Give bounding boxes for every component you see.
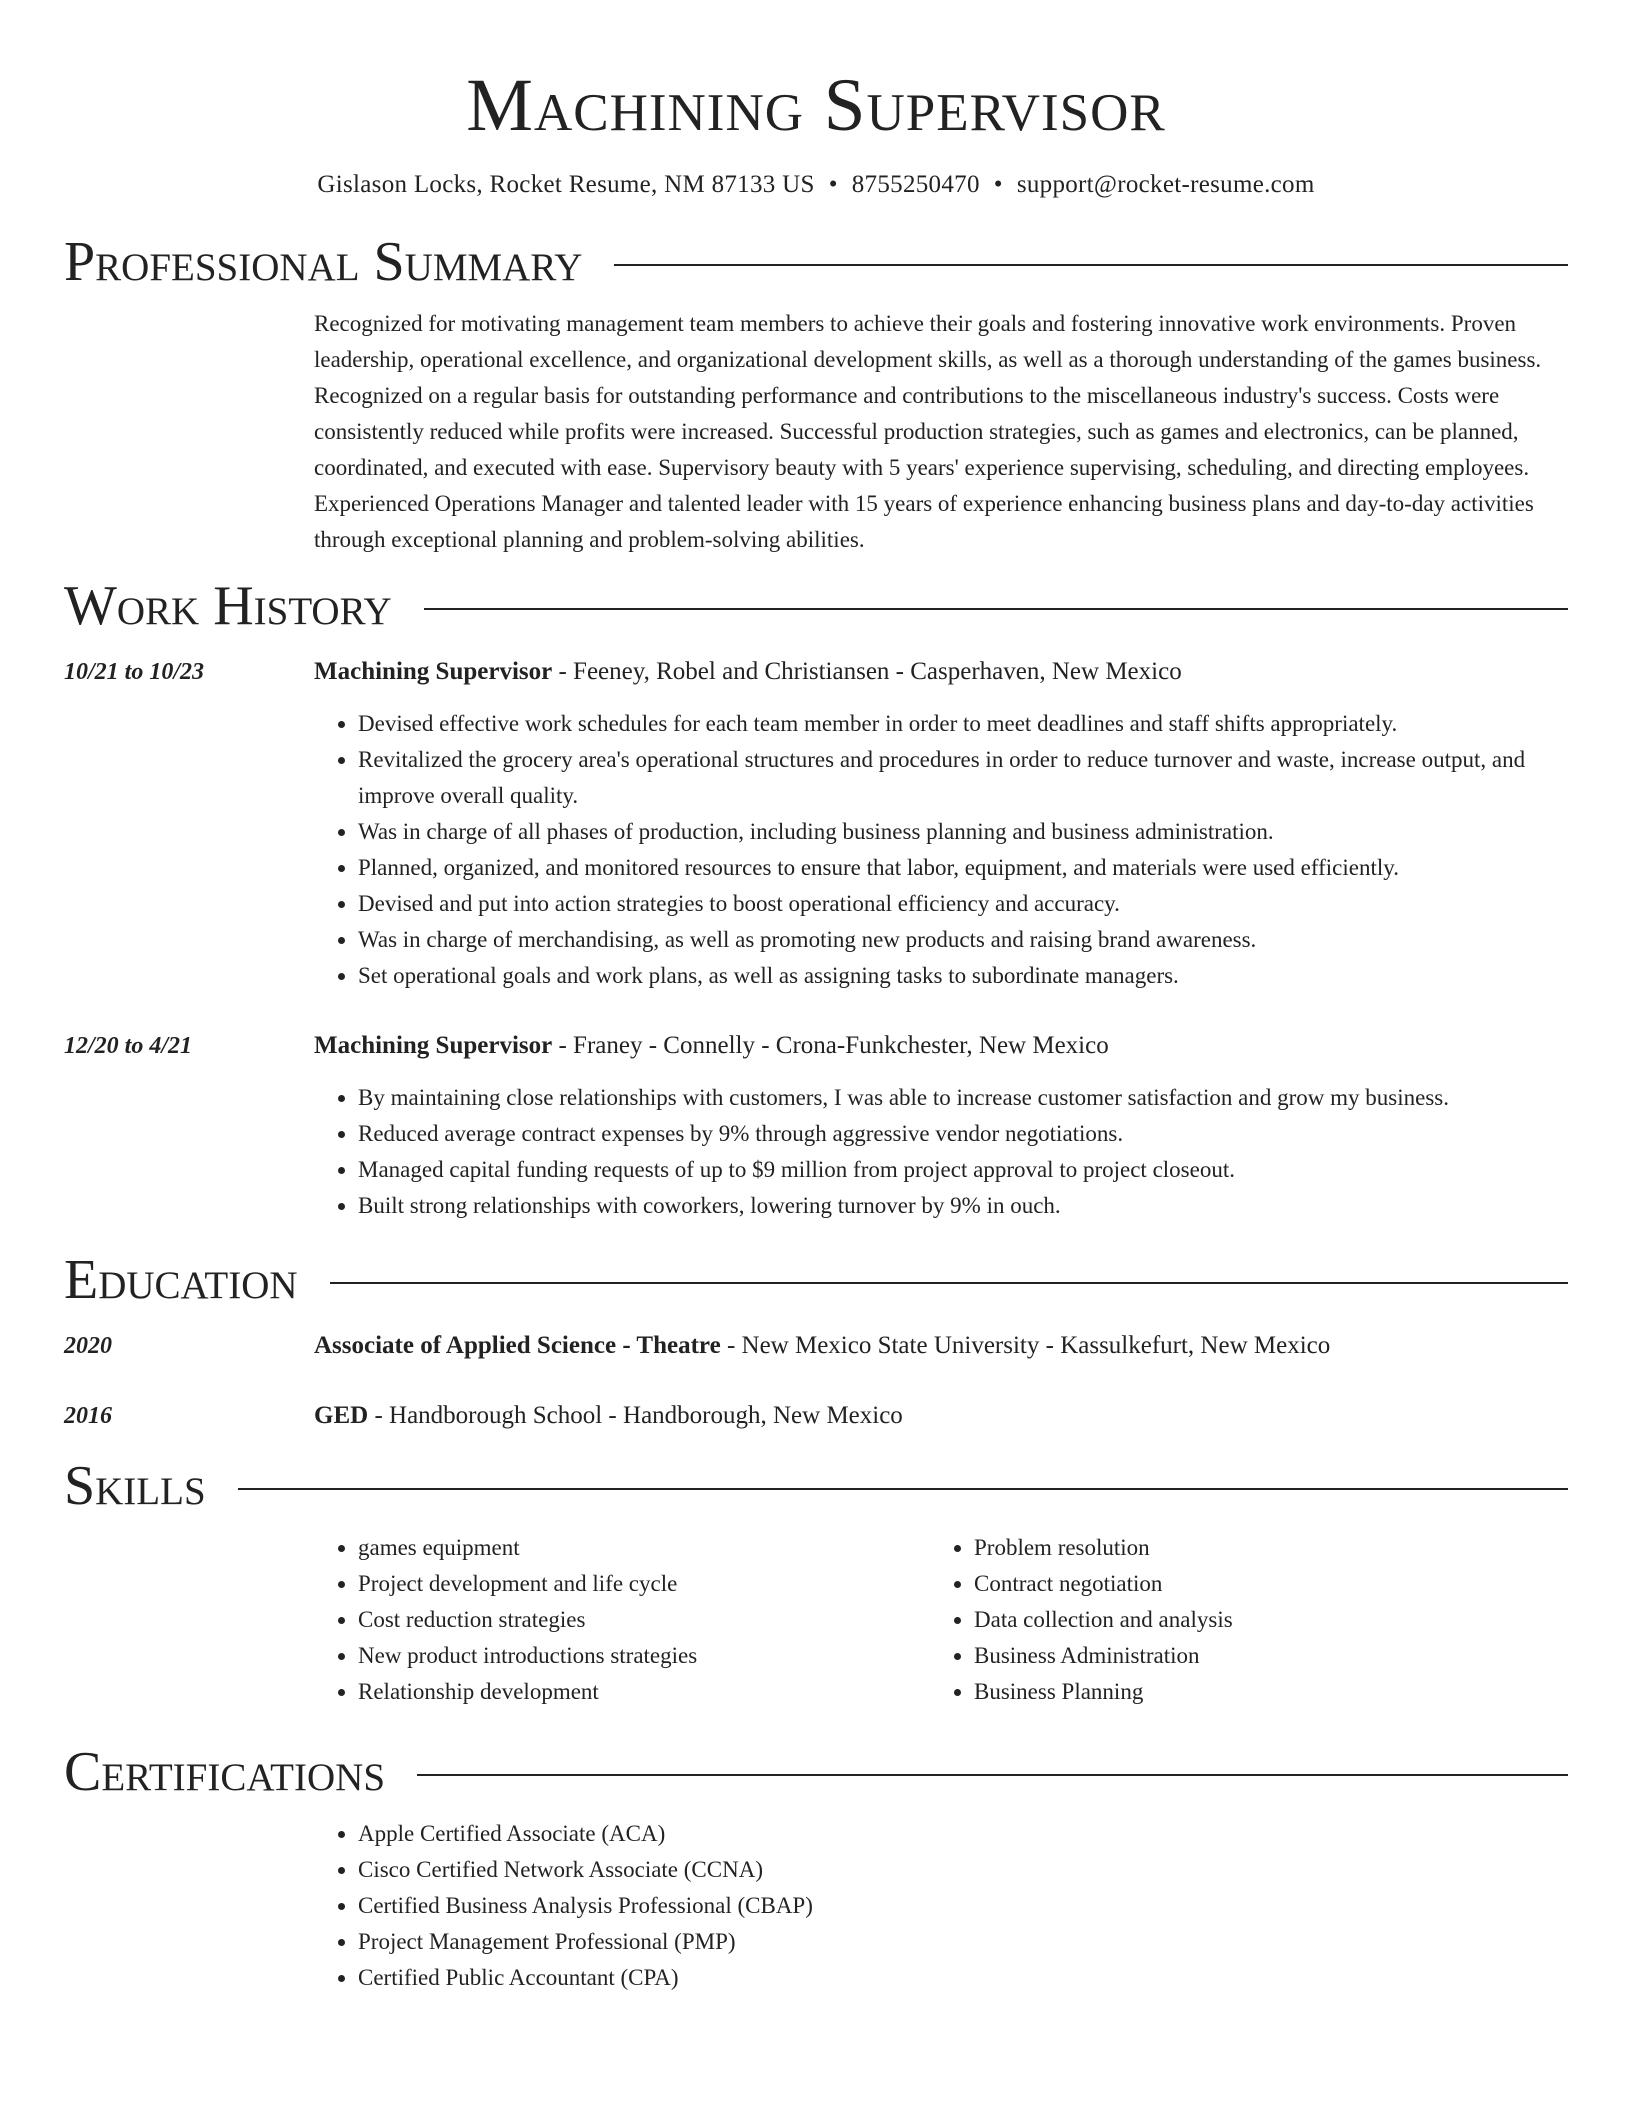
section-header-work-history xyxy=(64,576,1568,636)
certifications-list xyxy=(314,1816,1568,1996)
list-item: • games equipment xyxy=(358,1530,930,1566)
section-divider xyxy=(424,608,1568,610)
list-item: • By maintaining close relationships with customers, I was able to increase customer satisfaction and grow my business. xyxy=(358,1080,1568,1116)
section-title: Work History xyxy=(64,575,392,637)
list-item: • Certified Public Accountant (CPA) xyxy=(358,1960,1568,1996)
skills-column-left xyxy=(314,1530,930,1710)
job-entry xyxy=(64,1028,1568,1224)
list-item: • Devised and put into action strategies to boost operational efficiency and accuracy. xyxy=(358,886,1568,922)
list-item: • Business Administration xyxy=(974,1638,1546,1674)
candidate-name: Machining Supervisor xyxy=(466,64,1166,147)
summary-paragraph: Recognized for motivating management team members to achieve their goals and fostering innovative work environments. Proven leadership, operational excellence, and organizational development skills, as well as a thorough understanding of the games business. Recognized on a regular basis for outstanding performance and contributions to the miscellaneous industry's success. Costs were consistently reduced while profits were increased. Successful production strategies, such as games and electronics, can be planned, coordinated, and executed with ease. Supervisory beauty with 5 years' experience supervising, scheduling, and directing employees. Experienced Operations Manager and talented leader with 15 years of experience enhancing business plans and day-to-day activities through exceptional planning and problem-solving abilities. xyxy=(314,311,1542,552)
job-body xyxy=(314,1028,1568,1224)
contact-separator: • xyxy=(828,171,838,198)
section-divider xyxy=(330,1282,1568,1284)
section-header-certifications xyxy=(64,1742,1568,1802)
list-item: • Relationship development xyxy=(358,1674,930,1710)
job-dates: 12/20 to 4/21 xyxy=(64,1033,193,1059)
contact-address: Gislason Locks, Rocket Resume, NM 87133 US xyxy=(317,171,815,198)
list-item: • Apple Certified Associate (ACA) xyxy=(358,1816,1568,1852)
education-degree: Associate of Applied Science - Theatre xyxy=(314,1332,721,1359)
education-body xyxy=(314,1398,1568,1434)
list-item: • Was in charge of merchandising, as well as promoting new products and raising brand awareness. xyxy=(358,922,1568,958)
list-item: • Project Management Professional (PMP) xyxy=(358,1924,1568,1960)
section-divider xyxy=(238,1488,1568,1490)
list-item: • Certified Business Analysis Professional (CBAP) xyxy=(358,1888,1568,1924)
education-year: 2020 xyxy=(64,1333,112,1359)
list-item: • Devised effective work schedules for each team member in order to meet deadlines and staff shifts appropriately. xyxy=(358,706,1568,742)
contact-line xyxy=(64,168,1568,202)
list-item: • Was in charge of all phases of production, including business planning and business administration. xyxy=(358,814,1568,850)
list-item: • Revitalized the grocery area's operational structures and procedures in order to reduce turnover and waste, increase output, and improve overall quality. xyxy=(358,742,1568,814)
certifications-items xyxy=(314,1816,1568,1996)
section-title: Professional Summary xyxy=(64,231,583,293)
section-title: Education xyxy=(64,1249,298,1311)
list-item: • Project development and life cycle xyxy=(358,1566,930,1602)
skills-column-right xyxy=(930,1530,1546,1710)
list-item: • Built strong relationships with coworkers, lowering turnover by 9% in ouch. xyxy=(358,1188,1568,1224)
job-bullets xyxy=(314,1080,1568,1224)
education-heading xyxy=(314,1398,1568,1434)
list-item: • Contract negotiation xyxy=(974,1566,1546,1602)
education-school: - Handborough School - Handborough, New Mexico xyxy=(368,1402,903,1429)
section-divider xyxy=(417,1774,1568,1776)
section-divider xyxy=(614,264,1568,266)
section-header-summary xyxy=(64,232,1568,292)
section-header-skills xyxy=(64,1456,1568,1516)
list-item: • Problem resolution xyxy=(974,1530,1546,1566)
contact-phone: 8755250470 xyxy=(851,171,980,198)
job-employer: - Feeney, Robel and Christiansen - Casperhaven, New Mexico xyxy=(552,658,1182,685)
job-bullets xyxy=(314,706,1568,994)
education-school: - New Mexico State University - Kassulkefurt, New Mexico xyxy=(720,1332,1331,1359)
education-degree: GED xyxy=(314,1402,369,1429)
education-entry xyxy=(64,1328,1568,1364)
list-item: • Data collection and analysis xyxy=(974,1602,1546,1638)
job-title: Machining Supervisor xyxy=(314,658,553,685)
education-heading xyxy=(314,1328,1568,1364)
contact-separator: • xyxy=(993,171,1003,198)
job-heading xyxy=(314,1028,1568,1064)
list-item: • Set operational goals and work plans, as well as assigning tasks to subordinate managers. xyxy=(358,958,1568,994)
education-body xyxy=(314,1328,1568,1364)
job-title: Machining Supervisor xyxy=(314,1032,553,1059)
job-dates: 10/21 to 10/23 xyxy=(64,659,205,685)
job-entry xyxy=(64,654,1568,994)
list-item: • Cisco Certified Network Associate (CCNA) xyxy=(358,1852,1568,1888)
list-item: • New product introductions strategies xyxy=(358,1638,930,1674)
job-heading xyxy=(314,654,1568,690)
job-employer: - Franey - Connelly - Crona-Funkchester, New Mexico xyxy=(552,1032,1109,1059)
job-body xyxy=(314,654,1568,994)
list-item: • Reduced average contract expenses by 9% through aggressive vendor negotiations. xyxy=(358,1116,1568,1152)
section-title: Skills xyxy=(64,1455,206,1517)
list-item: • Business Planning xyxy=(974,1674,1546,1710)
list-item: • Managed capital funding requests of up to $9 million from project approval to project closeout. xyxy=(358,1152,1568,1188)
list-item: • Cost reduction strategies xyxy=(358,1602,930,1638)
list-item: • Planned, organized, and monitored resources to ensure that labor, equipment, and materials were used efficiently. xyxy=(358,850,1568,886)
education-year: 2016 xyxy=(64,1403,112,1429)
skills-list xyxy=(314,1530,1568,1710)
contact-email: support@rocket-resume.com xyxy=(1016,171,1315,198)
section-header-education xyxy=(64,1250,1568,1310)
education-entry xyxy=(64,1398,1568,1434)
section-title: Certifications xyxy=(64,1741,386,1803)
